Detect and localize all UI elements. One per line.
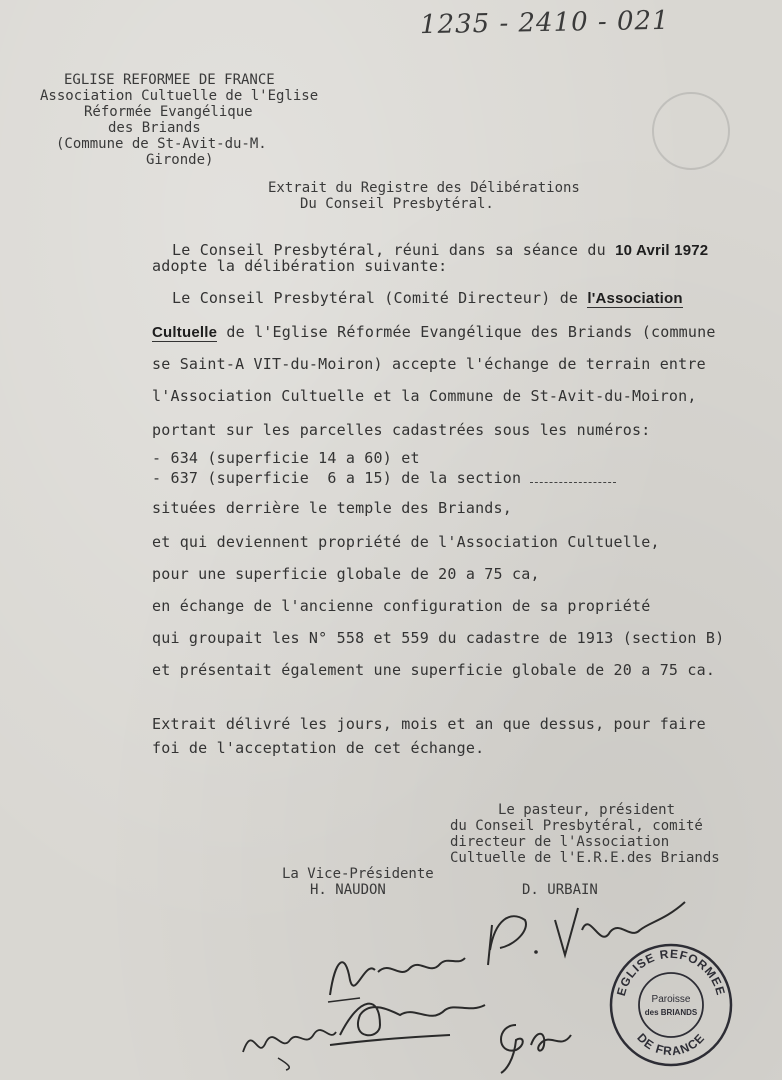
deliberation-line [172,290,683,307]
deliberation-text: de l'Eglise Réformée Evangélique des Briands (commune [226,323,716,341]
stamp-bottom-text: DE FRANCE [634,1030,708,1059]
deliberation-line: situées derrière le temple des Briands, [152,499,512,517]
pastor-line: directeur de l'Association [450,834,670,850]
deliberation-line: et présentait également une superficie globale de 20 a 75 ca. [152,661,716,679]
section-blank [530,482,616,483]
intro-text: Le Conseil Presbytéral, réuni dans sa séance du [172,241,606,259]
pastor-name: D. URBAIN [522,882,598,898]
reference-number: 1235 - 2410 - 021 [419,5,670,41]
vice-title: La Vice-Présidente [282,866,434,882]
faint-stamp-mark [652,92,730,170]
document-title: Extrait du Registre des Délibérations [268,180,580,196]
pastor-line: Cultuelle de l'E.R.E.des Briands [450,850,720,866]
deliberation-line: qui groupait les N° 558 et 559 du cadastre de 1913 (section B) [152,629,725,647]
cultuelle-emph: Cultuelle [152,324,218,341]
letterhead-line: Association Cultuelle de l'Eglise [40,88,319,104]
stamp-top-text: EGLISE REFORMEE [613,946,729,998]
association-emph: l'Association [587,290,683,307]
deliberation-text: Le Conseil Presbytéral (Comité Directeur) de [172,289,579,307]
signature-bottom [486,1005,586,1075]
document-subtitle: Du Conseil Presbytéral. [300,196,494,212]
vice-name: H. NAUDON [310,882,386,898]
closing-line: foi de l'acceptation de cet échange. [152,739,485,757]
deliberation-line: pour une superficie globale de 20 a 75 ca, [152,565,540,583]
pastor-line: du Conseil Presbytéral, comité [450,818,703,834]
stamp-circle [606,940,736,1070]
meeting-date: 10 Avril 1972 [615,242,709,259]
intro-line-2: adopte la délibération suivante: [152,257,448,275]
deliberation-line: l'Association Cultuelle et la Commune de St-Avit-du-Moiron, [152,387,697,405]
letterhead-line: Réformée Evangélique [84,104,253,120]
letterhead-line: Gironde) [146,152,214,168]
deliberation-line: portant sur les parcelles cadastrées sous les numéros: [152,421,651,439]
pastor-line: Le pasteur, président [498,802,676,818]
parcel-line [152,470,616,486]
parcel-line: - 634 (superficie 14 a 60) et [152,449,420,467]
signature-fauvel [320,985,490,1055]
deliberation-line: et qui deviennent propriété de l'Association Cultuelle, [152,533,660,551]
deliberation-line [152,324,716,341]
stamp-center-line1: Paroisse [651,994,691,1005]
parish-stamp [606,940,736,1070]
letterhead-line: des Briands [108,120,201,136]
letterhead-line: EGLISE REFORMEE DE FRANCE [64,72,275,88]
letterhead-line: (Commune de St-Avit-du-M. [56,136,267,152]
stamp-center-line2: des BRIANDS [644,1008,698,1017]
deliberation-line: se Saint-A VIT-du-Moiron) accepte l'échange de terrain entre [152,355,706,373]
signature-left [238,1012,338,1072]
parcel-text: - 637 (superficie 6 a 15) de la section [152,469,522,487]
closing-line: Extrait délivré les jours, mois et an que dessus, pour faire [152,715,706,733]
deliberation-line: en échange de l'ancienne configuration de sa propriété [152,597,651,615]
